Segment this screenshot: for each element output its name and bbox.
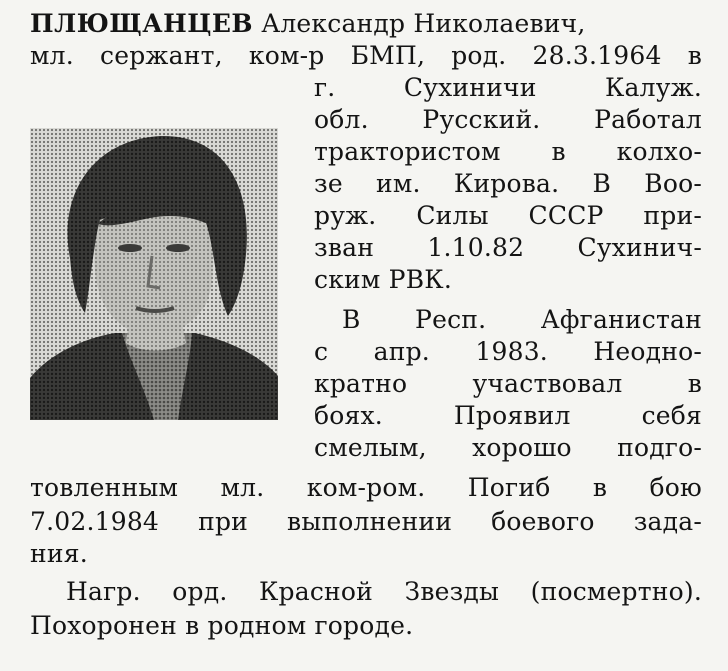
text-line: с апр. 1983. Неодно- (314, 337, 702, 366)
text-line: обл. Русский. Работал (314, 105, 702, 134)
text-line: боях. Проявил себя (314, 401, 702, 430)
text-line: смелым, хорошо подго- (314, 433, 702, 462)
text-line: трактористом в колхо- (314, 137, 702, 166)
text-line: г. Сухиничи Калуж. (314, 73, 702, 102)
text-line: товленным мл. ком-ром. Погиб в бою (30, 473, 702, 502)
portrait-photo (30, 128, 278, 420)
text-line: ния. (30, 539, 88, 568)
text-line: зван 1.10.82 Сухинич- (314, 233, 702, 262)
surname: ПЛЮЩАНЦЕВ (30, 9, 254, 38)
text-line: В Респ. Афганистан (342, 305, 702, 334)
text-line: Нагр. орд. Красной Звезды (посмертно). (66, 577, 702, 606)
given-names: Александр Николаевич, (261, 9, 586, 38)
text-line: мл. сержант, ком-р БМП, род. 28.3.1964 в (30, 41, 702, 70)
text-line: ским РВК. (314, 265, 452, 294)
entry-header-line (30, 8, 702, 40)
text-line: Похоронен в родном городе. (30, 611, 414, 640)
text-line: кратно участвовал в (314, 369, 702, 398)
text-line: 7.02.1984 при выполнении боевого зада- (30, 507, 702, 536)
text-line: руж. Силы СССР при- (314, 201, 702, 230)
text-line: зе им. Кирова. В Воо- (314, 169, 702, 198)
